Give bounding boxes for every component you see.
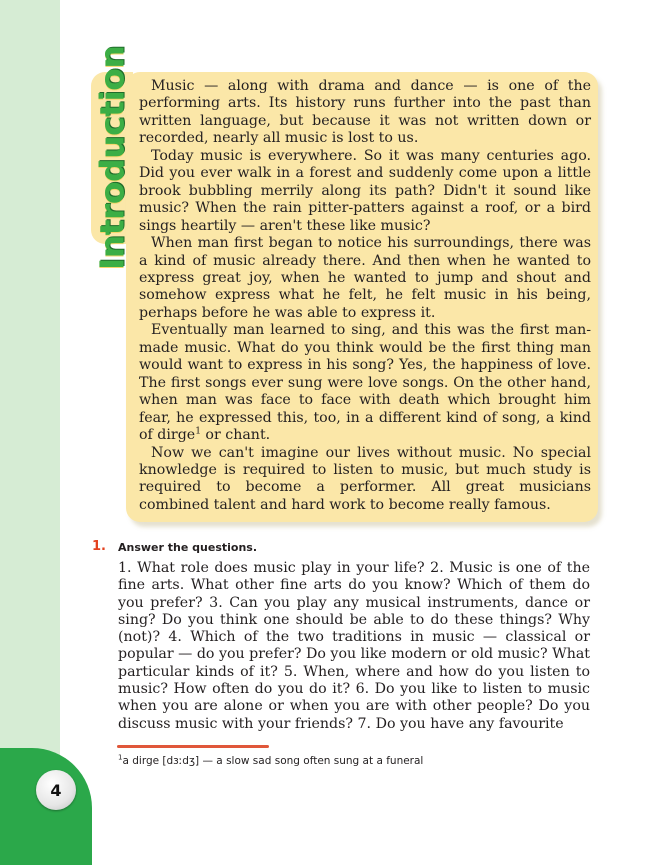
exercise-title: Answer the questions.: [118, 541, 258, 554]
page-number: 4: [36, 770, 76, 810]
intro-paragraph-4-text: Eventually man learned to sing, and this was the first man-made music. What do you think would be the first thing man would want to express in his song? Yes, the happiness of love. The first songs ever sung were love songs. On the other hand, when man was face to face with death which brought him fear, he expressed this, too, in a different kind of song, a kind of dirge: [139, 322, 591, 444]
footnote: [118, 755, 588, 767]
side-margin-band: [0, 0, 60, 865]
intro-paragraph-2: Today music is everywhere. So it was many centuries ago. Did you ever walk in a forest and suddenly come upon a little brook bubbling merrily along its path? Didn't it sound like music? When the rain pitter-patters against a roof, or a bird sings heartily — aren't these like music?: [139, 147, 591, 234]
exercise-questions: 1. What role does music play in your life? 2. Music is one of the fine arts. What other fine arts do you know? Which of them do you prefer? 3. Can you play any musical instruments, dance or sing? Do you think one should be able to do these things? Why (not)? 4. Which of the two traditions in music — classical or popular — do you prefer? Do you like modern or old music? What particular kinds of it? 5. When, where and how do you listen to music? How often do you do it? 6. Do you like to listen to music when you are alone or when you are with other people? Do you discuss music with your friends? 7. Do you have any favourite: [118, 560, 590, 732]
intro-paragraph-4-end: or chant.: [200, 427, 271, 444]
exercise-number: 1.: [92, 539, 106, 554]
footnote-divider: [117, 745, 269, 748]
intro-paragraph-1: Music — along with drama and dance — is one of the performing arts. Its history runs further into the past than written language, but because it was not written down or recorded, nearly all music is lost to us.: [139, 78, 591, 147]
introduction-label: Introduction: [92, 45, 132, 271]
footnote-text: a dirge [dɜːdʒ] — a slow sad song often sung at a funeral: [122, 755, 424, 767]
intro-paragraph-4: [139, 322, 591, 444]
intro-paragraph-3: When man first began to notice his surroundings, there was a kind of music already there. And then when he wanted to express great joy, when he wanted to jump and shout and somehow express what he felt, he felt music in his being, perhaps before he was able to express it.: [139, 235, 591, 321]
intro-paragraph-5: Now we can't imagine our lives without music. No special knowledge is required to listen to music, but much study is required to become a performer. All great musicians combined talent and hard work to become really famous.: [139, 444, 591, 513]
footnote-reference: 1: [195, 426, 201, 437]
introduction-text: [139, 78, 591, 514]
footnote-mark: 1: [118, 753, 123, 762]
